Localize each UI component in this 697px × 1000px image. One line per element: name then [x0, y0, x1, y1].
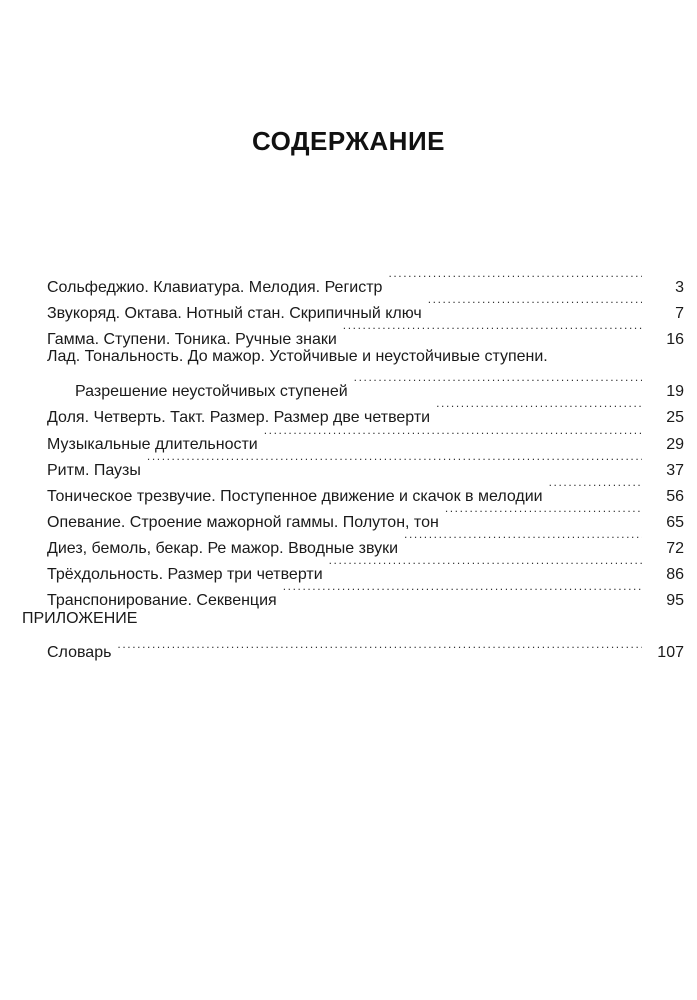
toc-entry-label: Лад. Тональность. До мажор. Устойчивые и неустойчивые ступени. — [47, 348, 548, 366]
dot-leader — [283, 579, 642, 605]
toc-entry-page: 25 — [666, 409, 684, 427]
dot-leader — [428, 292, 642, 318]
toc-entry-page: 107 — [657, 644, 684, 661]
dot-leader — [436, 396, 642, 422]
toc-entry-label: Звукоряд. Октава. Нотный стан. Скрипичный ключ — [47, 305, 422, 323]
appendix-heading: ПРИЛОЖЕНИЕ — [22, 610, 138, 627]
appendix-list — [47, 631, 684, 661]
toc-entry-page: 95 — [666, 592, 684, 610]
toc-entry-page: 7 — [675, 305, 684, 323]
dot-leader — [343, 318, 642, 344]
toc-entry-label: Сольфеджио. Клавиатура. Мелодия. Регистр — [47, 279, 383, 296]
toc-entry-page: 19 — [666, 383, 684, 401]
toc-entry-page: 86 — [666, 566, 684, 584]
dot-leader — [329, 553, 642, 579]
page-title: СОДЕРЖАНИЕ — [252, 126, 445, 156]
dot-leader — [117, 631, 642, 657]
dot-leader — [404, 527, 642, 553]
dot-leader — [549, 475, 642, 501]
toc-entry-label: Диез, бемоль, бекар. Ре мажор. Вводные звуки — [47, 539, 399, 557]
toc-entry-label: Опевание. Строение мажорной гаммы. Полутон, тон — [47, 513, 439, 531]
toc-entry-page: 65 — [666, 513, 684, 531]
toc-entry-page: 37 — [666, 461, 684, 479]
toc-entry[interactable] — [47, 266, 684, 296]
table-of-contents — [47, 266, 684, 610]
toc-entry-page: 72 — [666, 539, 684, 557]
toc-entry-label: Транспонирование. Секвенция — [47, 592, 277, 610]
toc-entry-label: Трёхдольность. Размер три четверти — [47, 566, 323, 584]
toc-entry-page: 3 — [675, 279, 684, 296]
dot-leader — [445, 501, 642, 527]
toc-entry-label: Музыкальные длительности — [47, 435, 258, 453]
toc-entry-label: Тоническое трезвучие. Поступенное движение и скачок в мелодии — [47, 487, 543, 505]
toc-entry-label: Гамма. Ступени. Тоника. Ручные знаки — [47, 331, 337, 349]
toc-entry[interactable] — [47, 344, 684, 370]
dot-leader — [147, 449, 642, 475]
toc-entry[interactable] — [47, 631, 684, 661]
toc-entry[interactable] — [47, 370, 684, 401]
dot-leader — [354, 370, 642, 396]
toc-entry-label: Разрешение неустойчивых ступеней — [75, 383, 348, 401]
dot-leader — [264, 423, 642, 449]
dot-leader — [388, 266, 642, 292]
toc-entry-page: 56 — [666, 487, 684, 505]
toc-entry-page: 29 — [666, 435, 684, 453]
toc-entry-page: 16 — [666, 331, 684, 349]
toc-entry-label: Доля. Четверть. Такт. Размер. Размер две четверти — [47, 409, 431, 427]
toc-entry-label: Словарь — [47, 644, 112, 661]
toc-entry-label: Ритм. Паузы — [47, 461, 141, 479]
